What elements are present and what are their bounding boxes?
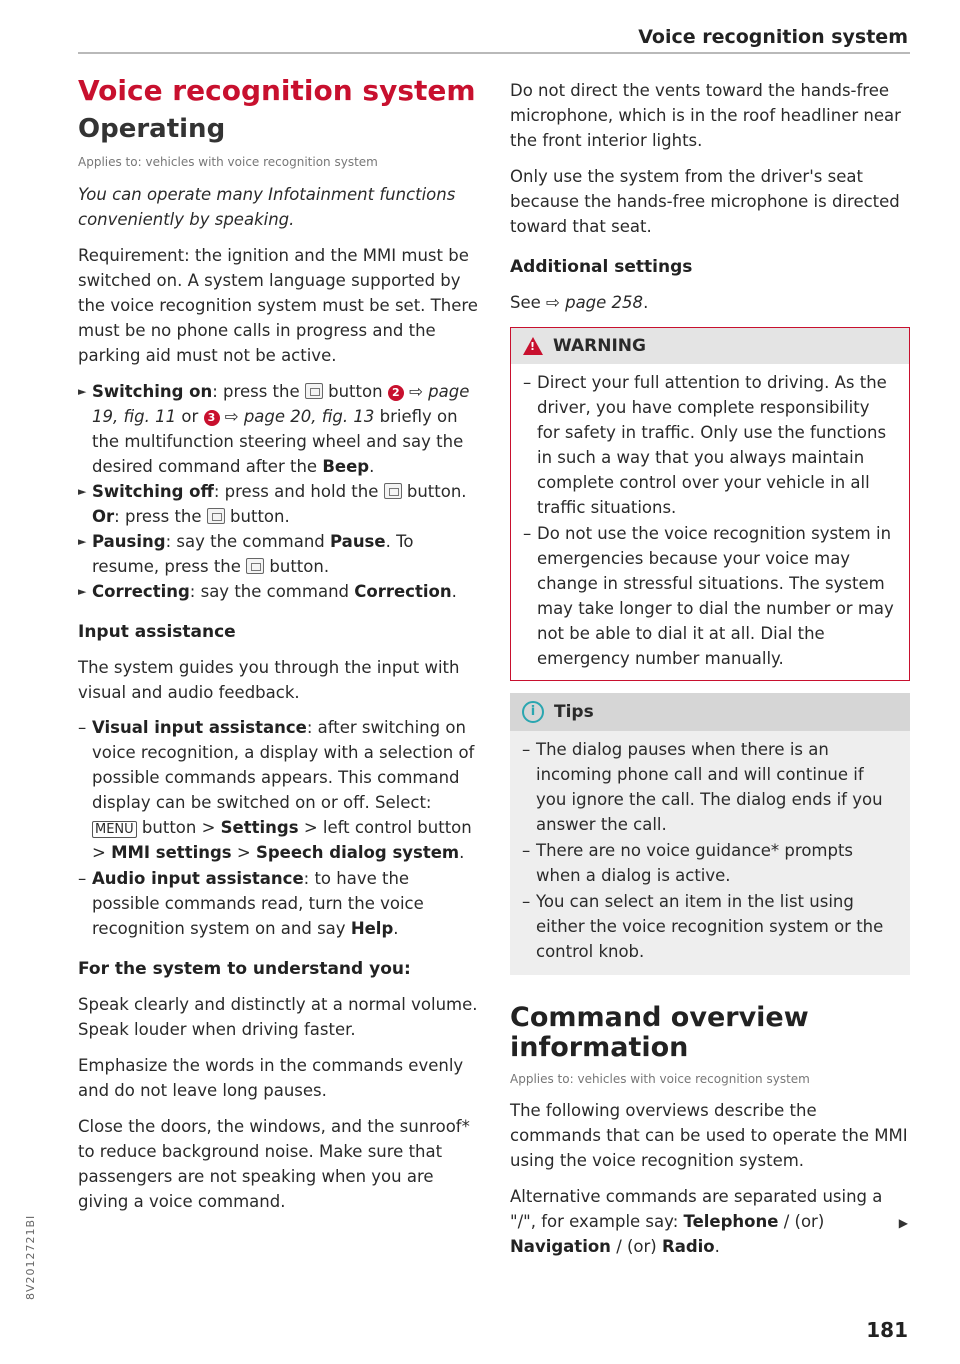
menu-key: MENU bbox=[92, 821, 137, 838]
header-rule bbox=[78, 52, 910, 54]
tip-close-doors: Close the doors, the windows, and the sunroof* to reduce background noise. Make sure that passengers are not speaking when you are giving a voice command. bbox=[78, 1117, 470, 1211]
warning-triangle-icon: ! bbox=[523, 337, 543, 355]
subsection-title: Operating bbox=[78, 114, 226, 144]
additional-settings-heading: Additional settings bbox=[510, 257, 693, 277]
return-button-icon bbox=[207, 508, 225, 524]
command-alternatives: Alternative commands are separated using a "/", for example say: Telephone / (or) Navigation / (or) Radio. bbox=[510, 1187, 883, 1256]
callout-3: 3 bbox=[204, 410, 220, 426]
step-pausing: ► Pausing: say the command Pause. To resume, press the button. bbox=[78, 529, 478, 579]
step-correcting: ► Correcting: say the command Correction. bbox=[78, 579, 478, 604]
callout-2: 2 bbox=[388, 385, 404, 401]
warning-item: – Do not use the voice recognition system in emergencies because your voice may change in stressful situations. The system may take longer to dial the number or may not be able to dial it at all. Dial the emergency number manually. bbox=[523, 521, 897, 671]
page-number: 181 bbox=[866, 1318, 908, 1342]
command-overview-title: Command overview information bbox=[510, 1002, 809, 1063]
visual-assistance-item: – Visual input assistance: after switching on voice recognition, a display with a selection of possible commands appears. This command display can be switched on or off. Select: MENU button > Settings > left control button > MMI settings > Speech dialog system. bbox=[78, 715, 478, 865]
document-code: 8V2012721BI bbox=[24, 1214, 37, 1300]
warning-box bbox=[510, 327, 910, 681]
requirement-text: Requirement: the ignition and the MMI must be switched on. A system language supported by the voice recognition system must be set. There must be no phone calls in progress and the parking aid must not be active. bbox=[78, 246, 478, 365]
voice-button-icon bbox=[305, 383, 323, 399]
input-assistance-heading: Input assistance bbox=[78, 622, 236, 642]
warning-list bbox=[523, 370, 897, 671]
assistance-list bbox=[78, 715, 478, 941]
command-applies-note: Applies to: vehicles with voice recognition system bbox=[510, 1072, 810, 1086]
warning-title: WARNING bbox=[553, 336, 646, 356]
warning-item: – Direct your full attention to driving. As the driver, you have complete responsibility for safety in traffic. Only use the functions in such a way that you always maintain complete control over your vehicle in all traffic situations. bbox=[523, 370, 897, 520]
operating-steps bbox=[78, 379, 478, 604]
tips-item: – You can select an item in the list using either the voice recognition system or the control knob. bbox=[522, 889, 898, 964]
info-icon: i bbox=[522, 701, 544, 723]
audio-assistance-item: – Audio input assistance: to have the possible commands read, turn the voice recognition system on and say Help. bbox=[78, 866, 478, 941]
command-intro: The following overviews describe the commands that can be used to operate the MMI using the voice recognition system. bbox=[510, 1101, 908, 1170]
drivers-seat-text: Only use the system from the driver's seat because the hands-free microphone is directed toward that seat. bbox=[510, 167, 900, 236]
vents-text: Do not direct the vents toward the hands-free microphone, which is in the roof headliner near the front interior lights. bbox=[510, 81, 901, 150]
tip-speak-clearly: Speak clearly and distinctly at a normal volume. Speak louder when driving faster. bbox=[78, 995, 478, 1039]
step-switching-off: ► Switching off: press and hold the button. Or: press the button. bbox=[78, 479, 478, 529]
left-column bbox=[78, 74, 478, 1214]
tips-list bbox=[522, 737, 898, 964]
next-page-arrow-icon: ▶ bbox=[898, 1216, 908, 1230]
step-switching-on: ► Switching on: press the button 2 ⇨ page 19, fig. 11 or 3 ⇨ page 20, fig. 13 briefly on the multifunction steering wheel and say the desired command after the Beep. bbox=[78, 379, 478, 479]
tips-item: – The dialog pauses when there is an incoming phone call and will continue if you ignore the call. The dialog ends if you answer the call. bbox=[522, 737, 898, 837]
applies-note: Applies to: vehicles with voice recognition system bbox=[78, 155, 378, 169]
see-reference: See ⇨ page 258. bbox=[510, 293, 649, 312]
right-column bbox=[510, 74, 910, 1259]
input-assistance-intro: The system guides you through the input with visual and audio feedback. bbox=[78, 658, 460, 702]
tips-title: Tips bbox=[554, 702, 594, 722]
section-title: Voice recognition system bbox=[78, 74, 476, 107]
tips-item: – There are no voice guidance* prompts when a dialog is active. bbox=[522, 838, 898, 888]
understand-heading: For the system to understand you: bbox=[78, 959, 411, 979]
voice-button-icon bbox=[384, 483, 402, 499]
voice-button-icon bbox=[246, 558, 264, 574]
tips-box bbox=[510, 693, 910, 975]
tip-emphasize: Emphasize the words in the commands evenly and do not leave long pauses. bbox=[78, 1056, 464, 1100]
running-head: Voice recognition system bbox=[638, 26, 908, 48]
intro-text: You can operate many Infotainment functions conveniently by speaking. bbox=[78, 185, 456, 229]
